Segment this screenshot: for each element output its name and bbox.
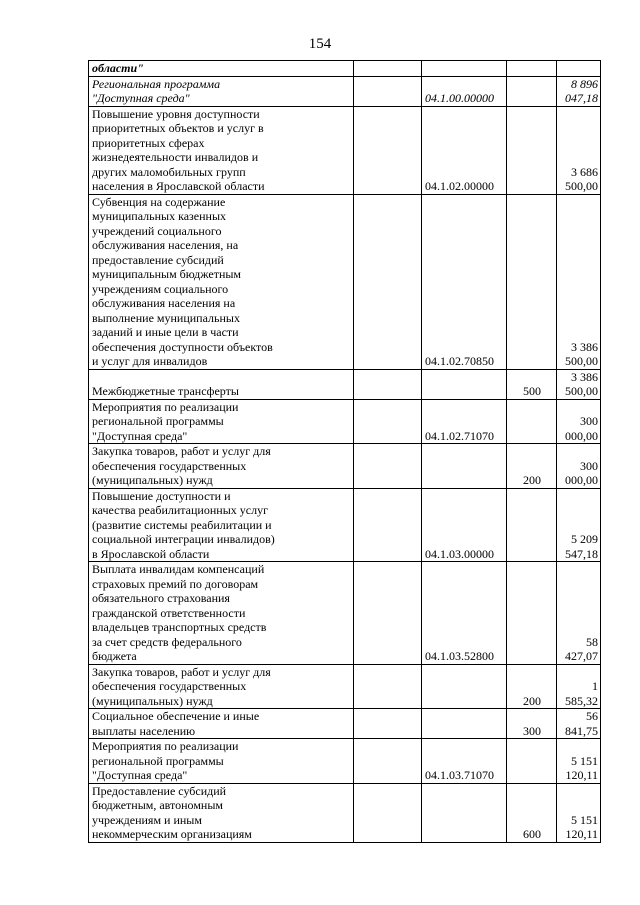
item-name: Социальное обеспечение и иные выплаты населению xyxy=(92,709,260,738)
amount-cell: 5 209 547,18 xyxy=(557,488,601,562)
table-row xyxy=(89,562,601,665)
table-row xyxy=(89,399,601,444)
item-name: области" xyxy=(92,61,144,75)
amount-cell xyxy=(557,61,601,77)
expense-type-cell: 200 xyxy=(507,664,557,709)
item-name-cell xyxy=(89,739,354,784)
item-name-cell xyxy=(89,369,354,399)
item-name-cell xyxy=(89,76,354,106)
expense-type-cell: 500 xyxy=(507,369,557,399)
empty-cell xyxy=(354,488,422,562)
item-name: Закупка товаров, работ и услуг для обеспечения государственных (муниципальных) нужд xyxy=(92,664,271,708)
table-row xyxy=(89,106,601,194)
target-code-cell xyxy=(422,61,507,77)
expense-type-cell xyxy=(507,61,557,77)
expense-type-cell: 200 xyxy=(507,444,557,489)
expense-type-cell: 300 xyxy=(507,709,557,739)
item-name: Предоставление субсидий бюджетным, автономным учреждениям и иным некоммерческим организациям xyxy=(92,783,252,841)
empty-cell xyxy=(354,61,422,77)
amount-cell: 300 000,00 xyxy=(557,444,601,489)
target-code-cell xyxy=(422,664,507,709)
item-name-cell xyxy=(89,399,354,444)
table-row xyxy=(89,783,601,842)
item-name: Закупка товаров, работ и услуг для обеспечения государственных (муниципальных) нужд xyxy=(92,444,271,487)
empty-cell xyxy=(354,444,422,489)
table-row xyxy=(89,444,601,489)
amount-cell: 1 585,32 xyxy=(557,664,601,709)
expense-type-cell xyxy=(507,106,557,194)
target-code-cell: 04.1.02.70850 xyxy=(422,194,507,369)
target-code-cell xyxy=(422,709,507,739)
expense-type-cell xyxy=(507,739,557,784)
empty-cell xyxy=(354,783,422,842)
budget-table xyxy=(88,60,601,843)
table-row xyxy=(89,488,601,562)
target-code-cell xyxy=(422,369,507,399)
item-name-cell xyxy=(89,664,354,709)
item-name: Выплата инвалидам компенсаций страховых премий по договорам обязательного страхования гражданской ответственности владельцев транспортных средств за счет средств федерального бюджета xyxy=(92,562,267,663)
expense-type-cell xyxy=(507,76,557,106)
amount-cell: 5 151 120,11 xyxy=(557,739,601,784)
amount-cell: 58 427,07 xyxy=(557,562,601,665)
target-code-cell: 04.1.03.00000 xyxy=(422,488,507,562)
expense-type-cell: 600 xyxy=(507,783,557,842)
item-name-cell xyxy=(89,562,354,665)
item-name: Повышение доступности и качества реабилитационных услуг (развитие системы реабилитации и социальной интеграции инвалидов) в Ярославской области xyxy=(92,488,275,561)
item-name-cell xyxy=(89,783,354,842)
empty-cell xyxy=(354,106,422,194)
amount-cell: 5 151 120,11 xyxy=(557,783,601,842)
expense-type-cell xyxy=(507,488,557,562)
amount-cell: 8 896 047,18 xyxy=(557,76,601,106)
target-code-cell: 04.1.02.71070 xyxy=(422,399,507,444)
table-row xyxy=(89,739,601,784)
table-row xyxy=(89,76,601,106)
empty-cell xyxy=(354,194,422,369)
item-name-cell xyxy=(89,444,354,489)
empty-cell xyxy=(354,562,422,665)
empty-cell xyxy=(354,399,422,444)
expense-type-cell xyxy=(507,562,557,665)
item-name-cell xyxy=(89,709,354,739)
item-name: Субвенция на содержание муниципальных казенных учреждений социального обслуживания населения, на предоставление субсидий муниципальным бюджетным учреждениям социального обслуживания населения на выполнение муниципальных заданий и иные цели в части обеспечения доступности объектов и услуг для инвалидов xyxy=(92,194,273,368)
target-code-cell: 04.1.03.52800 xyxy=(422,562,507,665)
table-row xyxy=(89,369,601,399)
empty-cell xyxy=(354,76,422,106)
target-code-cell xyxy=(422,444,507,489)
item-name-cell xyxy=(89,61,354,77)
item-name: Мероприятия по реализации региональной программы "Доступная среда" xyxy=(92,399,239,443)
amount-cell: 3 386 500,00 xyxy=(557,369,601,399)
expense-type-cell xyxy=(507,399,557,444)
expense-type-cell xyxy=(507,194,557,369)
target-code-cell: 04.1.02.00000 xyxy=(422,106,507,194)
empty-cell xyxy=(354,709,422,739)
item-name: Межбюджетные трансферты xyxy=(92,384,239,398)
item-name-cell xyxy=(89,194,354,369)
empty-cell xyxy=(354,369,422,399)
amount-cell: 56 841,75 xyxy=(557,709,601,739)
empty-cell xyxy=(354,739,422,784)
table-row xyxy=(89,61,601,77)
amount-cell: 3 386 500,00 xyxy=(557,194,601,369)
empty-cell xyxy=(354,664,422,709)
table-row xyxy=(89,194,601,369)
target-code-cell xyxy=(422,783,507,842)
item-name: Повышение уровня доступности приоритетных объектов и услуг в приоритетных сферах жизнедеятельности инвалидов и других маломобильных групп населения в Ярославской области xyxy=(92,106,265,193)
item-name: Мероприятия по реализации региональной программы "Доступная среда" xyxy=(92,739,239,782)
item-name: Региональная программа "Доступная среда" xyxy=(92,76,221,105)
item-name-cell xyxy=(89,488,354,562)
page-number: 154 xyxy=(308,36,332,52)
item-name-cell xyxy=(89,106,354,194)
amount-cell: 3 686 500,00 xyxy=(557,106,601,194)
table-row xyxy=(89,664,601,709)
table-row xyxy=(89,709,601,739)
target-code-cell: 04.1.00.00000 xyxy=(422,76,507,106)
budget-table-body xyxy=(89,61,601,843)
amount-cell: 300 000,00 xyxy=(557,399,601,444)
target-code-cell: 04.1.03.71070 xyxy=(422,739,507,784)
